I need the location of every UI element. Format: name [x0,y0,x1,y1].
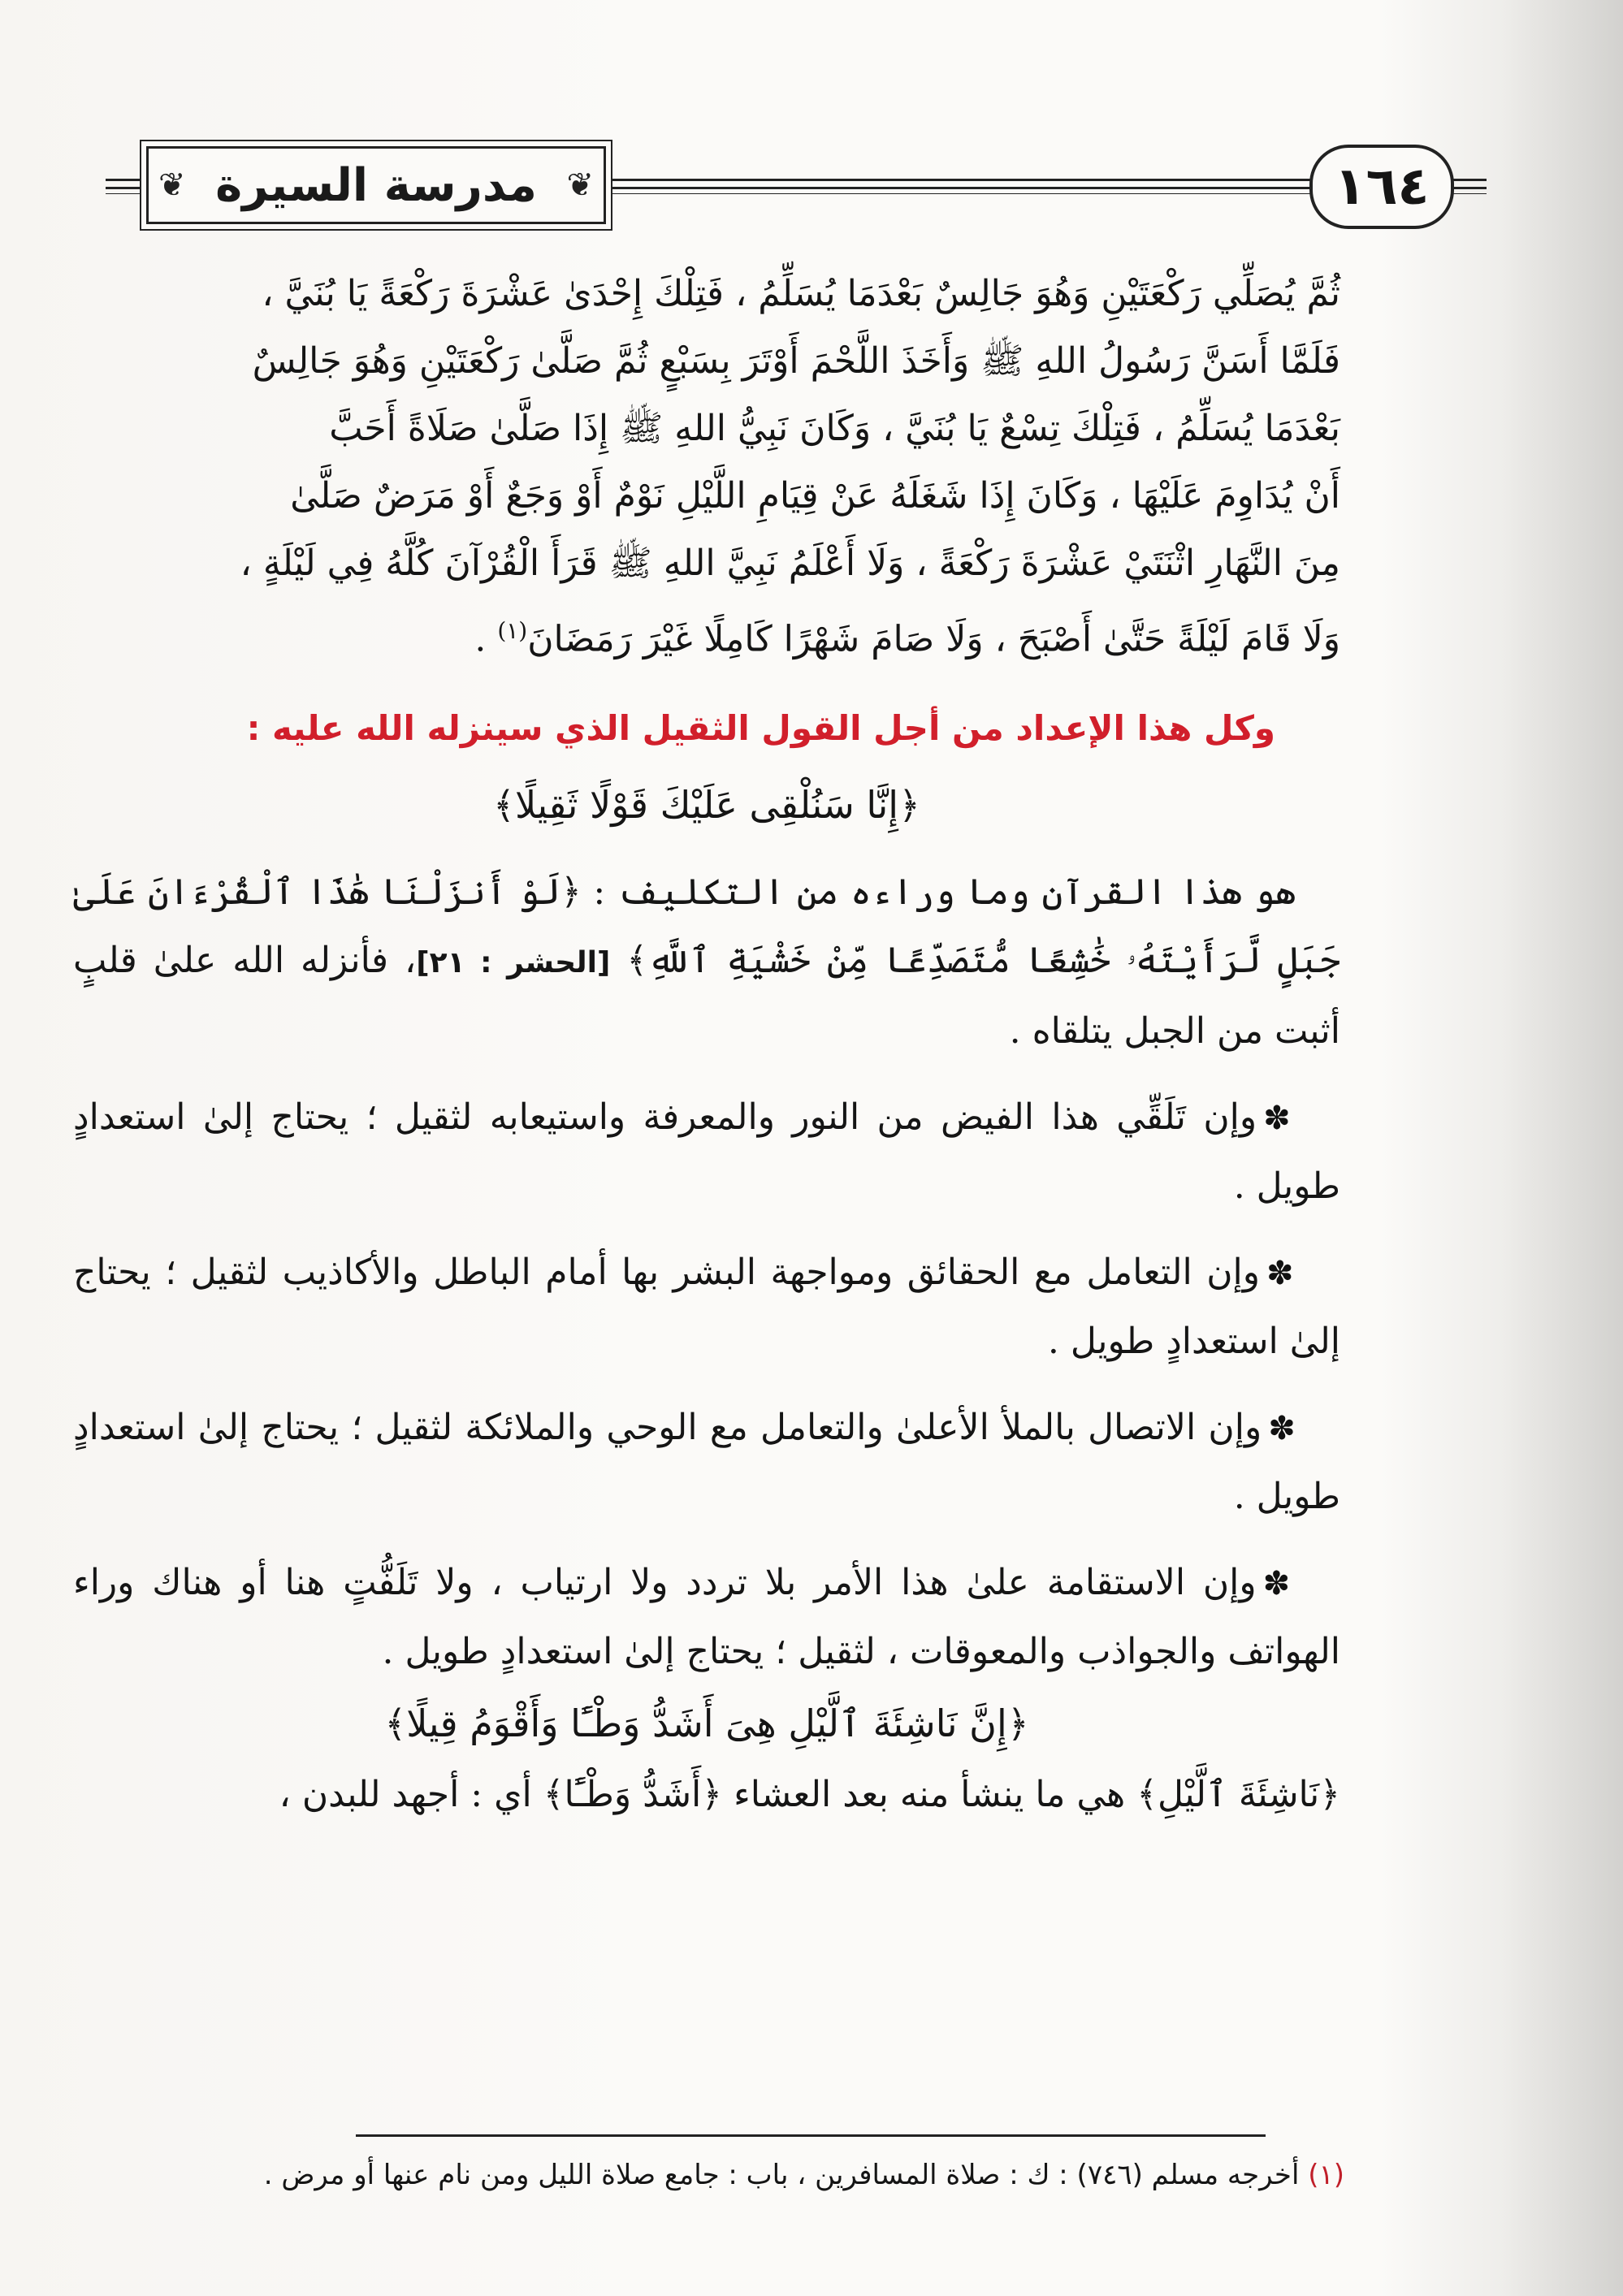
hadith-line: أَنْ يُدَاوِمَ عَلَيْهَا ، وَكَانَ إِذَا شَغَلَهُ عَنْ قِيَامِ اللَّيْلِ نَوْمٌ أَوْ وَجَعٌ أَوْ مَرَضٌ صَلَّىٰ [290,475,1340,517]
bullet-text: وإن الاتصال بالملأ الأعلىٰ والتعامل مع الوحي والملائكة لثقيل ؛ يحتاج إلىٰ استعدادٍ طويل . [73,1406,1340,1517]
page-body [73,260,1340,1829]
quran-quote: ﴿أَشَدُّ وَطْـًٔا﴾ [543,1773,723,1815]
hadith-line: بَعْدَمَا يُسَلِّمُ ، فَتِلْكَ تِسْعٌ يَا بُنَيَّ ، وَكَانَ نَبِيُّ اللهِ ﷺ إِذَا صَلَّىٰ صَلَاةً أَحَبَّ [329,408,1340,449]
paragraph [73,1761,1340,1829]
hadith-line: وَلَا قَامَ لَيْلَةً حَتَّىٰ أَصْبَحَ ، وَلَا صَامَ شَهْرًا كَامِلًا غَيْرَ رَمَضَانَ$^{(١)}$ . [474,617,1340,660]
footnote-marker[interactable]: (١) [497,617,528,644]
footnote-number: (١) [1308,2159,1344,2191]
hadith-line: ثُمَّ يُصَلِّي رَكْعَتَيْنِ وَهُوَ جَالِسٌ بَعْدَمَا يُسَلِّمُ ، فَتِلْكَ إِحْدَىٰ عَشْرَةَ رَكْعَةً يَا بُنَيَّ ، [262,273,1340,314]
paragraph [73,858,1340,1066]
ornament-icon: ❦ [158,166,186,204]
flower-bullet-icon: ✽ [1262,1564,1291,1602]
flower-bullet-icon: ✽ [1266,1254,1294,1292]
paragraph-rest: ، فأنزله الله علىٰ قلبٍ أثبت من الجبل يتلقاه . [73,939,1340,1052]
bullet-text: وإن التعامل مع الحقائق ومواجهة البشر بها أمام الباطل والأكاذيب لثقيل ؛ يحتاج إلىٰ استعدادٍ طويل . [73,1251,1340,1362]
page-edge-shadow [1501,0,1623,2296]
bullet-text: وإن الاستقامة علىٰ هذا الأمر بلا تردد ولا ارتياب ، ولا تَلَفُّتٍ هنا أو هناك وراء الهواتف والجواذب والمعوقات ، لثقيل ؛ يحتاج إلىٰ استعدادٍ طويل . [73,1561,1340,1672]
paragraph-text: أي : أجهد للبدن ، [279,1773,532,1815]
flower-bullet-icon: ✽ [1263,1099,1291,1137]
footnote-separator [356,2134,1266,2137]
bullet-paragraph [73,1394,1340,1531]
book-title: مدرسة السيرة [215,158,537,212]
hadith-line: فَلَمَّا أَسَنَّ رَسُولُ اللهِ ﷺ وَأَخَذَ اللَّحْمَ أَوْتَرَ بِسَبْعٍ ثُمَّ صَلَّىٰ رَكْعَتَيْنِ وَهُوَ جَالِسٌ [252,340,1340,382]
bullet-text: وإن تَلَقِّي هذا الفيض من النور والمعرفة واستيعابه لثقيل ؛ يحتاج إلىٰ استعدادٍ طويل . [73,1096,1340,1207]
ornament-icon: ❦ [566,166,594,204]
hadith-line: مِنَ النَّهَارِ اثْنَتَيْ عَشْرَةَ رَكْعَةً ، وَلَا أَعْلَمُ نَبِيَّ اللهِ ﷺ قَرَأَ الْقُرْآنَ كُلَّهُ فِي لَيْلَةٍ ، [240,543,1340,584]
page-number: ١٦٤ [1334,157,1430,217]
section-heading: وكل هذا الإعداد من أجل القول الثقيل الذي سينزله الله عليه : [246,707,1275,748]
hadith-line-text: وَلَا قَامَ لَيْلَةً حَتَّىٰ أَصْبَحَ ، وَلَا صَامَ شَهْرًا كَامِلًا غَيْرَ رَمَضَانَ [527,618,1340,660]
paragraph-text: هي ما ينشأ منه بعد العشاء [734,1773,1126,1815]
flower-bullet-icon: ✽ [1268,1409,1296,1447]
verse-reference: [الحشر : ٢١] [416,945,611,979]
quran-verse: ﴿إِنَّ نَاشِئَةَ ٱلَّيْلِ هِىَ أَشَدُّ وَطْـًٔا وَأَقْوَمُ قِيلًا﴾ [384,1701,1029,1745]
quran-quote: ﴿نَاشِئَةَ ٱلَّيْلِ﴾ [1136,1773,1340,1815]
bullet-paragraph [73,1549,1340,1686]
paragraph-intro: هو هذا القرآن وما وراءه من التكليف : [593,871,1296,913]
bullet-paragraph [73,1083,1340,1221]
hadith-block [73,260,1340,673]
book-title-frame [146,146,606,224]
quran-verse: ﴿إِنَّا سَنُلْقِى عَلَيْكَ قَوْلًا ثَقِيلًا﴾ [493,782,920,827]
footnote [89,2151,1344,2199]
footnote-text: أخرجه مسلم (٧٤٦) : ك : صلاة المسافرين ، باب : جامع صلاة الليل ومن نام عنها أو مرض . [263,2159,1300,2191]
page-number-frame [1309,145,1454,229]
page-header [106,130,1487,236]
quran-quote: ﴿لَوْ أَنزَلْنَا هَٰذَا ٱلْقُرْءَانَ عَلَىٰ جَبَلٍ لَّرَأَيْتَهُۥ خَٰشِعًا مُّتَصَدِّعًا مِّنْ خَشْيَةِ ٱللَّهِ﴾ [73,871,1340,981]
bullet-paragraph [73,1239,1340,1376]
